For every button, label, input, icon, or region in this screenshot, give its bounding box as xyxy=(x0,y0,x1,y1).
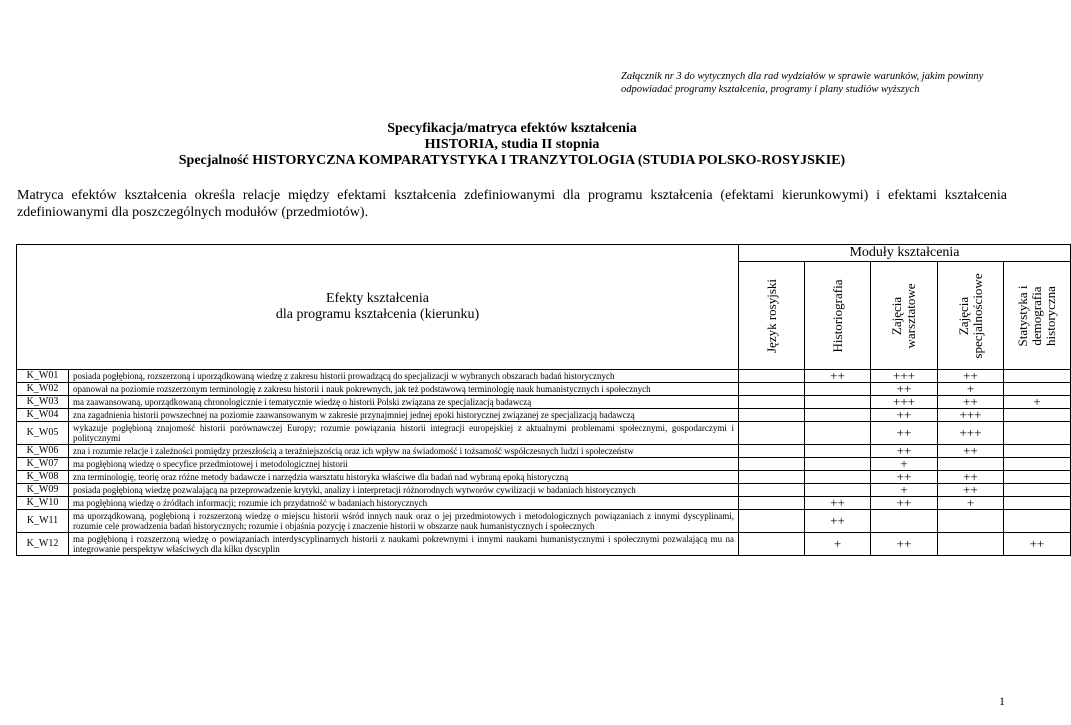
module-mark xyxy=(739,484,805,497)
module-header-line: Historiografia xyxy=(829,279,845,352)
module-mark xyxy=(1004,370,1071,383)
module-mark xyxy=(739,396,805,409)
module-header-4 xyxy=(938,262,1004,370)
module-mark xyxy=(1004,510,1071,533)
effect-description: posiada pogłębioną, rozszerzoną i uporządkowaną wiedzę z zakresu historii prowadzącą do specjalizacji w wybranych obszarach badań historycznych xyxy=(69,370,739,383)
module-mark xyxy=(1004,458,1071,471)
module-mark xyxy=(739,370,805,383)
effect-code: K_W04 xyxy=(17,409,69,422)
table-row xyxy=(17,471,1071,484)
effect-description: ma pogłębioną i rozszerzoną wiedzę o powiązaniach interdyscyplinarnych historii z naukami pokrewnymi i innymi naukami humanistycznymi i społecznymi pozwalającą mu na integrowanie perspektyw właściwych dla kilku dyscyplin xyxy=(69,533,739,556)
effect-code: K_W01 xyxy=(17,370,69,383)
table-row xyxy=(17,396,1071,409)
module-mark: ++ xyxy=(938,445,1004,458)
module-mark: ++ xyxy=(1004,533,1071,556)
table-row xyxy=(17,458,1071,471)
attachment-note: Załącznik nr 3 do wytycznych dla rad wydziałów w sprawie warunków, jakim powinny odpowiadać programy kształcenia, programy i plany studiów wyższych xyxy=(621,71,984,95)
effect-description: opanował na poziomie rozszerzonym terminologię z zakresu historii i nauk pokrewnych, jak też podstawową terminologię nauk humanistycznych i społecznych xyxy=(69,383,739,396)
table-row xyxy=(17,409,1071,422)
module-header-text xyxy=(890,283,918,348)
module-header-2 xyxy=(805,262,871,370)
module-mark: +++ xyxy=(871,396,938,409)
table-row xyxy=(17,510,1071,533)
module-header-3 xyxy=(871,262,938,370)
table-row xyxy=(17,445,1071,458)
effect-code: K_W05 xyxy=(17,422,69,445)
effect-code: K_W09 xyxy=(17,484,69,497)
module-mark xyxy=(739,422,805,445)
module-mark xyxy=(938,533,1004,556)
effects-matrix-table xyxy=(16,244,1071,556)
module-header-line: demografia xyxy=(1029,285,1044,346)
effect-description: ma zaawansowaną, uporządkowaną chronologicznie i tematycznie wiedzę o historii Polski związana ze specjalizacją badawczą xyxy=(69,396,739,409)
effect-description: ma pogłębioną wiedzę o specyfice przedmiotowej i metodologicznej historii xyxy=(69,458,739,471)
module-mark xyxy=(1004,445,1071,458)
effect-code: K_W11 xyxy=(17,510,69,533)
module-mark: +++ xyxy=(938,422,1004,445)
module-mark xyxy=(805,383,871,396)
efekty-header xyxy=(17,245,739,370)
effect-description: zna zagadnienia historii powszechnej na poziomie zaawansowanym w zakresie przynajmniej jednej epoki historycznej związanej ze specjalizacją badawczą xyxy=(69,409,739,422)
table-row xyxy=(17,497,1071,510)
module-mark: ++ xyxy=(871,409,938,422)
effect-code: K_W07 xyxy=(17,458,69,471)
table-row xyxy=(17,422,1071,445)
effect-description: zna terminologię, teorię oraz różne metody badawcze i narzędzia warsztatu historyka właściwe dla badań nad wybraną epoką historyczną xyxy=(69,471,739,484)
efekty-header-line-2: dla programu kształcenia (kierunku) xyxy=(275,307,480,322)
module-mark: ++ xyxy=(938,471,1004,484)
title-line-3: Specjalność HISTORYCZNA KOMPARATYSTYKA I TRANZYTOLOGIA (STUDIA POLSKO-ROSYJSKIE) xyxy=(178,153,846,168)
module-mark: ++ xyxy=(871,471,938,484)
module-mark xyxy=(1004,409,1071,422)
module-mark xyxy=(739,497,805,510)
module-mark: ++ xyxy=(938,396,1004,409)
table-row xyxy=(17,370,1071,383)
module-mark: ++ xyxy=(871,497,938,510)
effect-description: zna i rozumie relacje i zależności pomiędzy przeszłością a teraźniejszością oraz ich wpływ na świadomość i tożsamość współczesnych ludzi i społeczeństw xyxy=(69,445,739,458)
efekty-header-line-1: Efekty kształcenia xyxy=(325,291,429,306)
module-header-line: Statystyka i xyxy=(1015,284,1030,347)
module-mark: +++ xyxy=(938,409,1004,422)
effect-code: K_W06 xyxy=(17,445,69,458)
module-mark: ++ xyxy=(871,445,938,458)
page-number: 1 xyxy=(999,694,1005,708)
module-mark: ++ xyxy=(871,533,938,556)
effect-code: K_W12 xyxy=(17,533,69,556)
module-mark xyxy=(1004,422,1071,445)
module-mark xyxy=(805,445,871,458)
module-mark: ++ xyxy=(871,422,938,445)
module-mark xyxy=(739,533,805,556)
module-mark: ++ xyxy=(805,370,871,383)
module-mark xyxy=(739,458,805,471)
module-mark xyxy=(739,383,805,396)
effect-description: wykazuje pogłębioną znajomość historii porównawczej Europy; rozumie powiązania historii integracji europejskiej z aktualnymi problemami społecznymi, gospodarczymi i politycznymi xyxy=(69,422,739,445)
title-line-1: Specyfikacja/matryca efektów kształcenia xyxy=(387,121,637,136)
module-mark xyxy=(1004,497,1071,510)
module-mark: ++ xyxy=(805,510,871,533)
effect-description: ma uporządkowaną, pogłębioną i rozszerzoną wiedzę o miejscu historii wśród innych nauk oraz o jej przedmiotowych i metodologicznych powiązaniach z innymi dyscyplinami, rozumie cele prowadzenia badań historycznych; rozumie i objaśnia pozycję i znaczenie historii w obszarze nauk humanistycznych i społecznych xyxy=(69,510,739,533)
module-mark: ++ xyxy=(938,370,1004,383)
module-mark: ++ xyxy=(871,383,938,396)
effect-description: posiada pogłębioną wiedzę pozwalającą na przeprowadzenie krytyki, analizy i interpretacji różnorodnych wytworów cywilizacji w badaniach historycznych xyxy=(69,484,739,497)
effect-description: ma pogłębioną wiedzę o źródłach informacji; rozumie ich przydatność w badaniach historycznych xyxy=(69,497,739,510)
effect-code: K_W08 xyxy=(17,471,69,484)
table-row xyxy=(17,484,1071,497)
title-line-2: HISTORIA, studia II stopnia xyxy=(424,137,600,152)
effect-code: K_W02 xyxy=(17,383,69,396)
module-mark: + xyxy=(871,484,938,497)
module-mark: + xyxy=(938,497,1004,510)
module-mark xyxy=(739,510,805,533)
module-header-text xyxy=(1016,285,1058,346)
module-mark: + xyxy=(871,458,938,471)
intro-paragraph: Matryca efektów kształcenia określa relacje między efektami kształcenia zdefiniowanymi dla programu kształcenia (efektami kierunkowymi) i efektami kształcenia zdefiniowanymi dla poszczególnych modułów (przedmiotów). xyxy=(17,188,1007,220)
header-row xyxy=(17,245,1071,262)
module-mark xyxy=(739,445,805,458)
module-header-text xyxy=(957,273,985,358)
module-mark xyxy=(739,409,805,422)
module-header-1 xyxy=(739,262,805,370)
module-header-line: Język rosyjski xyxy=(763,278,779,353)
module-mark xyxy=(871,510,938,533)
module-mark xyxy=(805,422,871,445)
moduly-header: Moduły kształcenia xyxy=(739,245,1071,262)
module-mark: ++ xyxy=(805,497,871,510)
module-mark: + xyxy=(938,383,1004,396)
module-header-line: specjalnościowe xyxy=(969,272,985,359)
module-header-text xyxy=(831,279,845,352)
module-header-line: warsztatowe xyxy=(903,283,918,348)
module-mark: + xyxy=(805,533,871,556)
module-mark xyxy=(805,409,871,422)
effect-code: K_W03 xyxy=(17,396,69,409)
module-mark xyxy=(938,510,1004,533)
module-mark xyxy=(805,396,871,409)
module-header-text xyxy=(765,278,779,352)
module-mark xyxy=(739,471,805,484)
module-header-5 xyxy=(1004,262,1071,370)
module-mark xyxy=(805,471,871,484)
table-row xyxy=(17,533,1071,556)
module-mark: +++ xyxy=(871,370,938,383)
module-mark xyxy=(1004,471,1071,484)
effect-code: K_W10 xyxy=(17,497,69,510)
module-header-line: historyczna xyxy=(1043,285,1058,346)
document-title xyxy=(0,121,1024,169)
module-header-line: Zajęcia xyxy=(955,296,971,335)
module-mark: + xyxy=(1004,396,1071,409)
module-mark: ++ xyxy=(938,484,1004,497)
module-header-line: Zajęcia xyxy=(889,296,904,335)
module-mark xyxy=(805,458,871,471)
module-mark xyxy=(1004,484,1071,497)
